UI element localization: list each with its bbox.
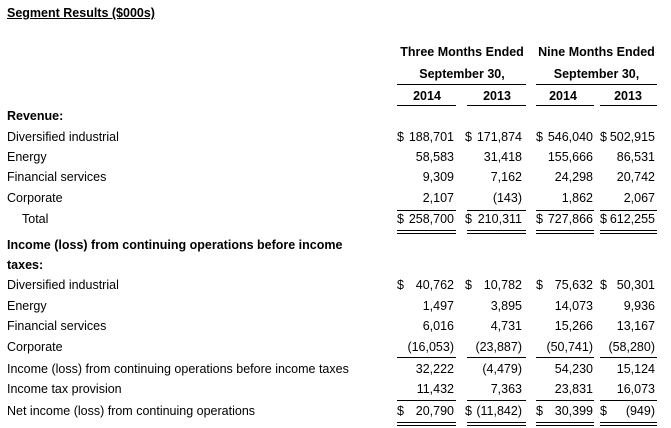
total-double-rule	[467, 230, 526, 234]
nine-months-subheader: September 30,	[553, 67, 640, 81]
subtotal-rule	[600, 400, 657, 401]
cell-value: 9,936	[623, 299, 655, 313]
currency-symbol: $	[600, 212, 607, 226]
cell-value: (4,479)	[482, 362, 522, 376]
three-months-subheader: September 30,	[419, 67, 505, 81]
cell-value: 75,632	[554, 278, 593, 292]
cell-value: (16,053)	[407, 340, 454, 354]
cell-value: (50,741)	[546, 340, 593, 354]
cell-value: 54,230	[554, 362, 593, 376]
cell-value: 7,363	[490, 382, 522, 396]
header-rule-three-months	[397, 84, 526, 85]
cell-value: 188,701	[408, 130, 454, 144]
year-rule	[600, 105, 657, 106]
cell-value: 31,418	[483, 150, 522, 164]
cell-value: 50,301	[616, 278, 655, 292]
cell-value: 20,742	[616, 170, 655, 184]
cell-value: 24,298	[554, 170, 593, 184]
table-row	[0, 340, 671, 358]
row-label: Diversified industrial	[7, 130, 119, 144]
cell-value: 14,073	[554, 299, 593, 313]
header-rule-nine-months	[536, 84, 657, 85]
net-double-rule	[600, 422, 657, 426]
cell-value: 16,073	[616, 382, 655, 396]
year-rule	[536, 105, 594, 106]
cell-value: 546,040	[547, 130, 593, 144]
year-header: 2013	[614, 89, 642, 103]
row-label: Financial services	[7, 319, 107, 333]
cell-value: 612,255	[609, 212, 655, 226]
cell-value: 3,895	[490, 299, 522, 313]
currency-symbol: $	[397, 130, 404, 144]
net-double-rule	[467, 422, 526, 426]
table-row	[0, 362, 671, 380]
table-row	[0, 191, 671, 209]
cell-value: 2,067	[623, 191, 655, 205]
subtotal-rule	[467, 400, 526, 401]
cell-value: 13,167	[616, 319, 655, 333]
total-double-rule	[397, 230, 456, 234]
subtotal-rule	[467, 210, 526, 211]
cell-value: 171,874	[476, 130, 522, 144]
year-rule	[397, 105, 456, 106]
cell-value: 15,124	[616, 362, 655, 376]
row-label: Net income (loss) from continuing operations	[7, 404, 256, 418]
section-heading	[0, 109, 671, 127]
currency-symbol: $	[536, 404, 543, 418]
row-label: Income (loss) from continuing operations before income	[7, 238, 343, 252]
row-label: taxes:	[7, 258, 44, 272]
cell-value: 58,583	[415, 150, 454, 164]
cell-value: 6,016	[422, 319, 454, 333]
cell-value: 1,497	[422, 299, 454, 313]
row-label: Energy	[7, 150, 47, 164]
table-row	[0, 319, 671, 337]
cell-value: 4,731	[490, 319, 522, 333]
cell-value: 210,311	[477, 212, 522, 226]
table-row	[0, 170, 671, 188]
year-header: 2014	[549, 89, 577, 103]
currency-symbol: $	[600, 404, 607, 418]
cell-value: 15,266	[554, 319, 593, 333]
subtotal-rule	[600, 357, 657, 358]
table-row	[0, 150, 671, 168]
cell-value: 40,762	[415, 278, 454, 292]
cell-value: 86,531	[616, 150, 655, 164]
cell-value: 155,666	[547, 150, 593, 164]
cell-value: 727,866	[547, 212, 593, 226]
currency-symbol: $	[536, 130, 543, 144]
net-double-rule	[536, 422, 594, 426]
currency-symbol: $	[465, 278, 472, 292]
row-label: Corporate	[7, 340, 63, 354]
total-double-rule	[536, 230, 594, 234]
section-heading	[0, 258, 671, 276]
row-label: Income (loss) from continuing operations before income taxes	[7, 362, 349, 376]
currency-symbol: $	[600, 278, 607, 292]
subtotal-rule	[397, 357, 456, 358]
subtotal-rule	[536, 357, 594, 358]
cell-value: 1,862	[561, 191, 593, 205]
cell-value: 11,432	[416, 382, 454, 396]
cell-value: (11,842)	[476, 404, 522, 418]
cell-value: 2,107	[422, 191, 454, 205]
subtotal-rule	[397, 210, 456, 211]
table-row	[0, 212, 671, 230]
subtotal-rule	[600, 210, 657, 211]
cell-value: 502,915	[609, 130, 655, 144]
table-row	[0, 382, 671, 400]
cell-value: 30,399	[554, 404, 593, 418]
currency-symbol: $	[397, 212, 404, 226]
currency-symbol: $	[465, 212, 472, 226]
subtotal-rule	[536, 400, 594, 401]
cell-value: 258,700	[408, 212, 454, 226]
cell-value: (23,887)	[475, 340, 522, 354]
currency-symbol: $	[397, 404, 404, 418]
subtotal-rule	[536, 210, 594, 211]
three-months-header: Three Months Ended	[400, 45, 524, 59]
subtotal-rule	[467, 357, 526, 358]
year-rule	[467, 105, 526, 106]
table-row	[0, 130, 671, 148]
row-label: Total	[22, 212, 49, 226]
row-label: Energy	[7, 299, 47, 313]
cell-value: (58,280)	[608, 340, 655, 354]
currency-symbol: $	[600, 130, 607, 144]
nine-months-header: Nine Months Ended	[538, 45, 655, 59]
row-label: Income tax provision	[7, 382, 122, 396]
currency-symbol: $	[536, 278, 543, 292]
cell-value: 32,222	[415, 362, 454, 376]
year-header: 2014	[413, 89, 441, 103]
section-heading	[0, 238, 671, 256]
currency-symbol: $	[465, 404, 472, 418]
cell-value: 23,831	[554, 382, 593, 396]
net-double-rule	[397, 422, 456, 426]
row-label: Diversified industrial	[7, 278, 119, 292]
year-header: 2013	[483, 89, 511, 103]
currency-symbol: $	[465, 130, 472, 144]
currency-symbol: $	[397, 278, 404, 292]
table-row	[0, 278, 671, 296]
row-label: Corporate	[7, 191, 63, 205]
table-row	[0, 404, 671, 422]
cell-value: 7,162	[490, 170, 522, 184]
cell-value: 10,782	[483, 278, 522, 292]
table-row	[0, 299, 671, 317]
row-label: Financial services	[7, 170, 107, 184]
cell-value: (949)	[625, 404, 655, 418]
cell-value: 9,309	[422, 170, 454, 184]
total-double-rule	[600, 230, 657, 234]
row-label: Revenue:	[7, 109, 64, 123]
cell-value: (143)	[492, 191, 522, 205]
page-title: Segment Results ($000s)	[7, 6, 155, 20]
subtotal-rule	[397, 400, 456, 401]
cell-value: 20,790	[415, 404, 454, 418]
currency-symbol: $	[536, 212, 543, 226]
